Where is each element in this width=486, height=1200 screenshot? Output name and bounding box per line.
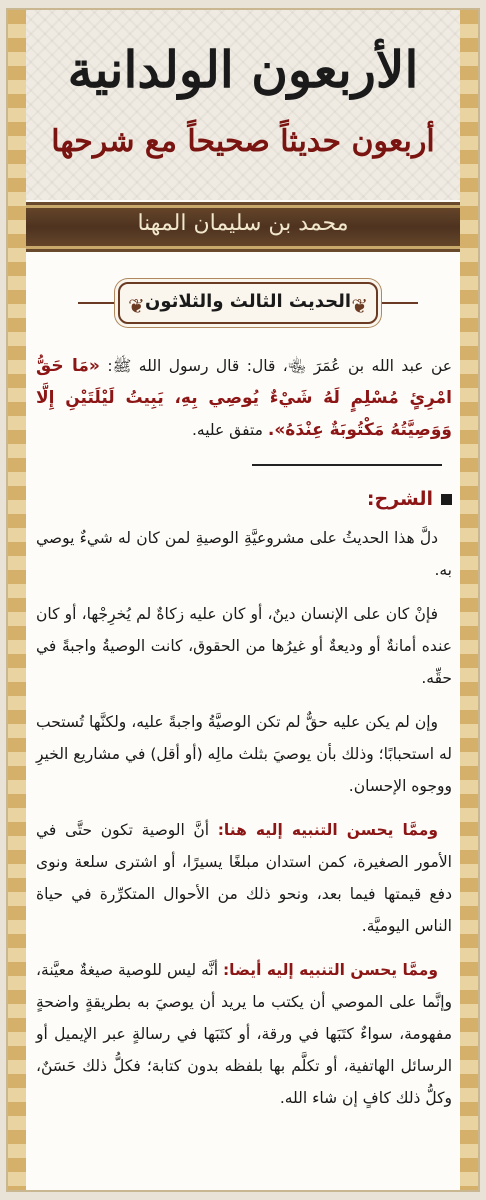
paragraph-5-label: وممَّا يحسن التنبيه إليه أيضا: bbox=[222, 961, 438, 979]
paragraph-4-text: أنَّ الوصية تكون حتَّى في الأمور الصغيرة، كمن استدان مبلغًا يسيرًا، أو اشترى سلعة ونوى دفع قيمتها فيما بعد، ونحو ذلك من الأحوال المتكرِّرة في حياة الناس اليوميَّة. bbox=[36, 821, 452, 935]
narration bbox=[36, 350, 452, 446]
ornament-icon: ❦ bbox=[351, 294, 368, 318]
book-title: الأربعون الولدانية bbox=[67, 40, 419, 99]
section-badge bbox=[88, 278, 408, 328]
hadith-text: «مَا حَقُّ امْرِئٍ مُسْلِمٍ لَهُ شَيْءٌ يُوصِي بِهِ، يَبِيتُ لَيْلَتَيْنِ إِلَّا وَوَصِيَّتُهُ مَكْتُوبَةٌ عِنْدَهُ». bbox=[36, 356, 452, 440]
sharh-heading bbox=[36, 488, 452, 510]
narration-intro: عن عبد الله بن عُمَرَ ﵄، قال: قال رسول الله ﷺ: bbox=[107, 357, 452, 375]
paragraph-4-label: وممَّا يحسن التنبيه إليه هنا: bbox=[217, 821, 438, 839]
paragraph-5 bbox=[36, 954, 452, 1114]
left-ornament-stripe bbox=[8, 10, 26, 1190]
right-ornament-stripe bbox=[460, 10, 478, 1190]
badge-box bbox=[118, 282, 378, 324]
badge-line-left bbox=[78, 302, 118, 304]
author-band bbox=[26, 202, 460, 252]
book-subtitle: أربعون حديثاً صحيحاً مع شرحها bbox=[51, 124, 435, 159]
author-name: محمد بن سليمان المهنا bbox=[137, 211, 349, 236]
book-header bbox=[26, 10, 460, 200]
badge-line-right bbox=[378, 302, 418, 304]
ornament-icon: ❦ bbox=[128, 294, 145, 318]
page-frame bbox=[6, 8, 480, 1192]
square-bullet-icon bbox=[441, 494, 452, 505]
paragraph-1: دلَّ هذا الحديثُ على مشروعيَّةِ الوصيةِ لمن كان له شيءٌ يوصي به. bbox=[36, 529, 452, 579]
paragraph-2: فإنْ كان على الإنسان دينٌ، أو كان عليه زكاةٌ لم يُخرِجْها، أو كان عنده أمانةٌ أو وديعةٌ أو غيرُها من الحقوق، كانت الوصيةُ واجبةً في حقِّه. bbox=[36, 605, 452, 687]
paragraph-4 bbox=[36, 814, 452, 942]
paragraph-3: وإن لم يكن عليه حقٌّ لم تكن الوصيَّةُ واجبةً عليه، ولكنَّها تُستحب له استحبابًا؛ وذلك بأن يوصيَ بثلث مالِه (أو أقل) في مشاريع الخيرِ ووجوه الإحسان. bbox=[36, 713, 452, 795]
hadith-source: متفق عليه. bbox=[191, 421, 263, 439]
divider bbox=[252, 464, 442, 466]
sharh-title: الشرح: bbox=[366, 488, 433, 510]
paragraph-5-text: أنَّه ليس للوصية صيغةٌ معيَّنة، وإنَّما على الموصي أن يكتب ما يريد أن يوصيَ به بطريقةٍ واضحةٍ مفهومة، سواءٌ كتَبَها في ورقة، أو كتَبَها في رسالةٍ عبر الإيميل أو الرسائل الهاتفية، أو تكلَّم بها بلفظه بدون كتابة؛ فكلُّ ذلك حَسَنٌ، وكلُّ ذلك كافٍ إن شاء الله. bbox=[36, 961, 452, 1107]
section-heading: الحديث الثالث والثلاثون bbox=[144, 291, 352, 312]
main-content bbox=[36, 350, 452, 1126]
